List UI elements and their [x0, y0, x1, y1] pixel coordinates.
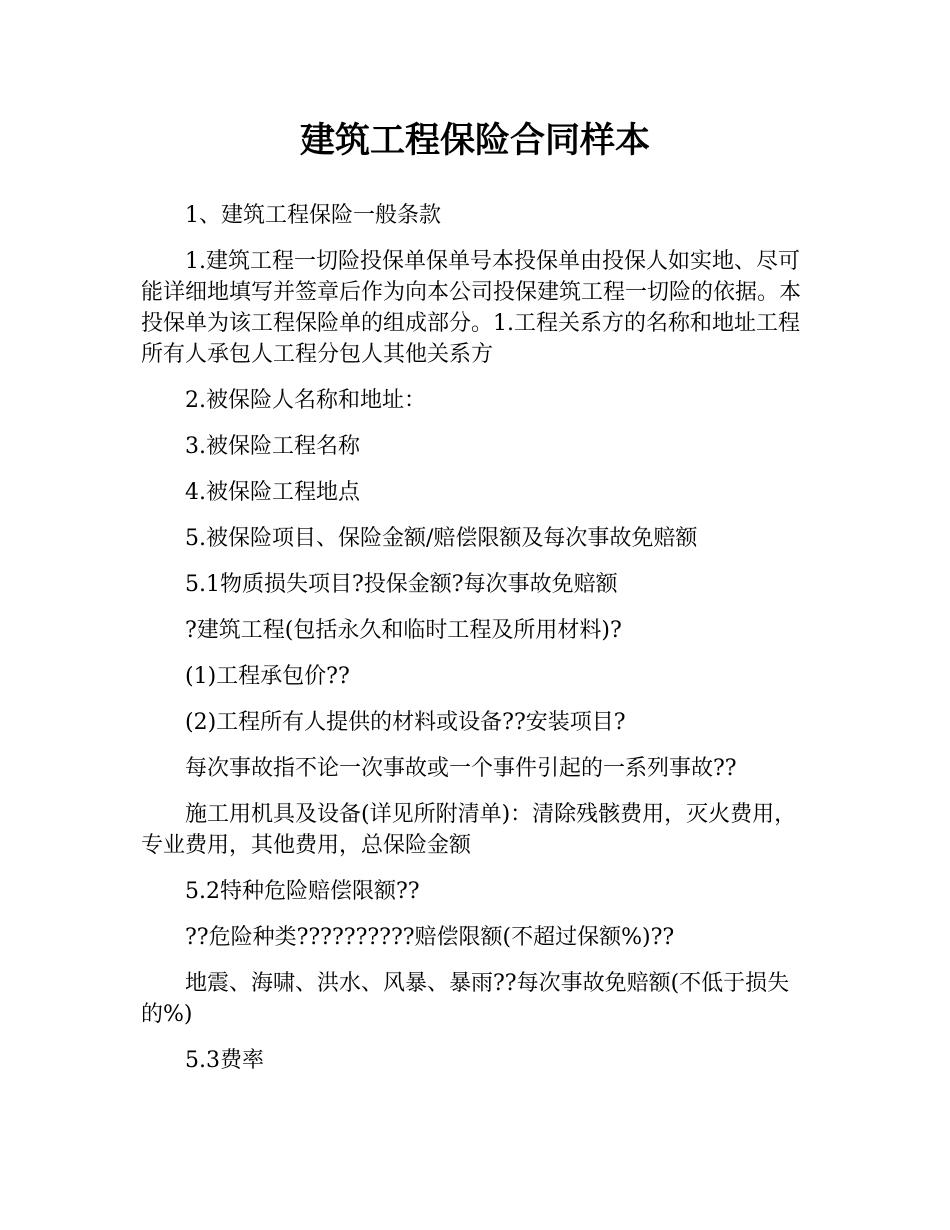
paragraph-contract-price: (1)工程承包价??: [185, 664, 350, 689]
paragraph-rates: 5.3费率: [185, 1048, 264, 1073]
paragraph-proposal-form: 1.建筑工程一切险投保单保单号本投保单由投保人如实地、尽可能详细地填写并签章后作为向本公司投保建筑工程一切险的依据。本投保单为该工程保险单的组成部分。1.工程关系方的名称和地址工程所有人承包人工程分包人其他关系方: [141, 249, 802, 367]
paragraph-equipment-costs: 施工用机具及设备(详见所附清单)：清除残骸费用，灭火费用，专业费用，其他费用，总保险金额: [141, 802, 797, 858]
paragraph-per-occurrence: 每次事故指不论一次事故或一个事件引起的一系列事故??: [185, 756, 737, 781]
paragraph-owner-materials: (2)工程所有人提供的材料或设备??安装项目?: [185, 710, 626, 735]
paragraph-general-clauses: 1、建筑工程保险一般条款: [185, 203, 441, 228]
paragraph-project-name: 3.被保险工程名称: [185, 434, 360, 459]
paragraph-natural-disasters: 地震、海啸、洪水、风暴、暴雨??每次事故免赔额(不低于损失的%): [141, 971, 790, 1027]
paragraph-construction-works: ?建筑工程(包括永久和临时工程及所用材料)?: [185, 618, 622, 643]
paragraph-special-risks: 5.2特种危险赔偿限额??: [185, 879, 420, 904]
paragraph-insured-name: 2.被保险人名称和地址：: [185, 388, 426, 413]
document-title: 建筑工程保险合同样本: [299, 121, 650, 161]
paragraph-insured-items: 5.被保险项目、保险金额/赔偿限额及每次事故免赔额: [185, 526, 698, 551]
paragraph-project-location: 4.被保险工程地点: [185, 480, 360, 505]
paragraph-material-damage: 5.1物质损失项目?投保金额?每次事故免赔额: [185, 572, 618, 597]
document-body: [141, 200, 811, 1091]
paragraph-risk-types: ??危险种类??????????赔偿限额(不超过保额%)??: [185, 925, 675, 950]
